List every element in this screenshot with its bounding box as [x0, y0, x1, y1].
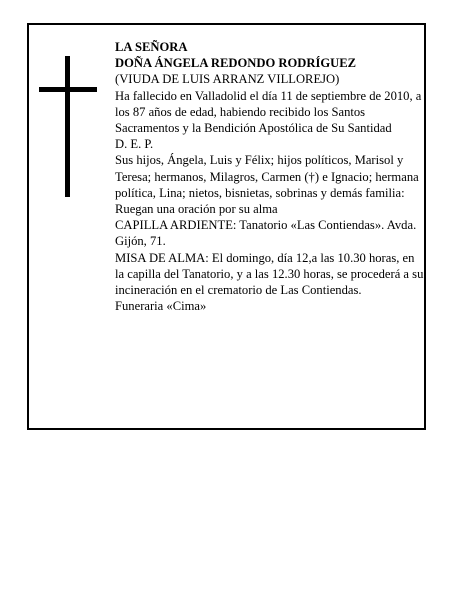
cross-horizontal-bar: [39, 87, 97, 92]
cross-vertical-bar: [65, 56, 70, 197]
notice-title: LA SEÑORA: [115, 40, 188, 54]
deceased-name: DOÑA ÁNGELA REDONDO RODRÍGUEZ: [115, 56, 357, 71]
prayer-request: Ruegan una oración por su alma: [115, 202, 278, 217]
mass-info: MISA DE ALMA: El domingo, día 12,a las 10.30 horas, en la capilla del Tanatorio, y a las 12.30 horas, se procederá a su incineración en el crematorio de Las Contiendas.: [115, 250, 424, 298]
widow-line: (VIUDA DE LUIS ARRANZ VILLOREJO): [115, 72, 340, 87]
rip-line: D. E. P.: [115, 137, 154, 152]
family-list: Sus hijos, Ángela, Luis y Félix; hijos políticos, Marisol y Teresa; hermanos, Milagros, Carmen (†) e Ignacio; hermana política, Lina; nietos, bisnietas, sobrinas y demás familia:: [115, 153, 419, 200]
obituary-notice: [27, 23, 426, 430]
death-announcement: Ha fallecido en Valladolid el día 11 de septiembre de 2010, a los 87 años de edad, habiendo recibido los Santos Sacramentos y la Bendición Apostólica de Su Santidad: [115, 88, 422, 136]
funeral-home: Funeraria «Cima»: [115, 299, 207, 314]
notice-text: [115, 39, 425, 314]
cross-icon: [39, 56, 97, 197]
chapel-info: CAPILLA ARDIENTE: Tanatorio «Las Contiendas». Avda. Gijón, 71.: [115, 218, 417, 249]
